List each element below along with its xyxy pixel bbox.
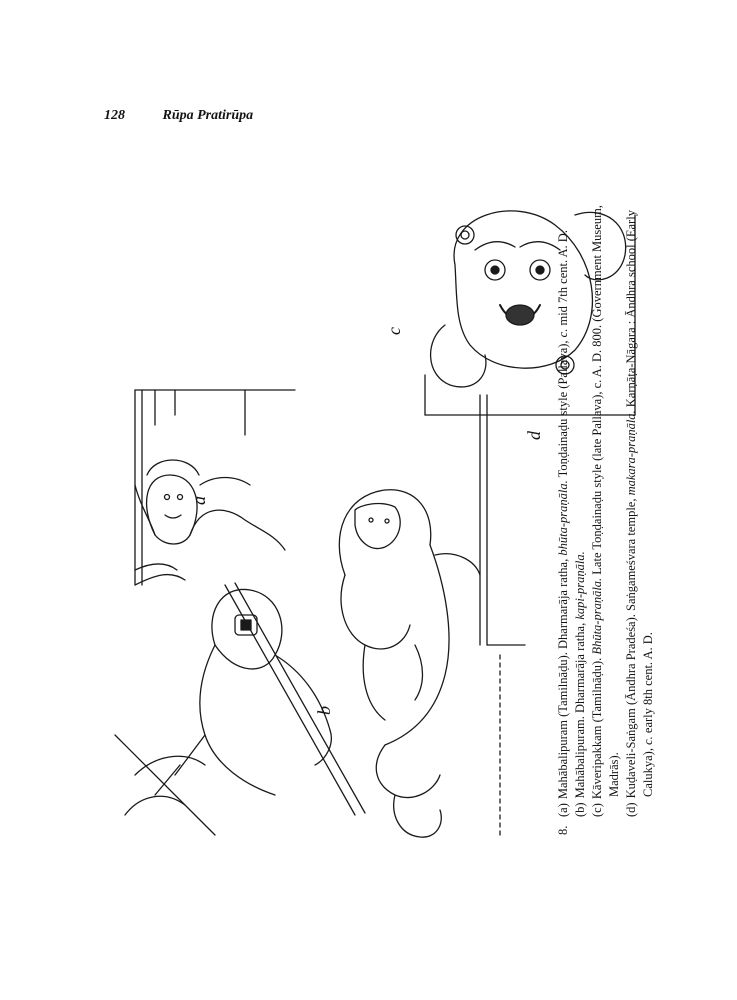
label-a: a — [189, 496, 209, 505]
drawing-d — [339, 395, 525, 837]
label-b: b — [314, 706, 334, 715]
caption-number: 8. — [556, 825, 570, 835]
drawing-a — [135, 390, 295, 585]
running-header — [104, 108, 253, 124]
caption-item-a: (a)Mahābalipuram (Tamilnāḍu). Dharmarāja ratha, bhūta-praṇāla. Toṇḍainaḍu style (Pallava), c. mid 7th cent. A. D. — [556, 230, 570, 817]
label-c: c — [384, 327, 404, 335]
page-number: 128 — [104, 108, 125, 123]
caption-item-b: (b)Mahābalipuram. Dharmarāja ratha, kapi-praṇāla. — [573, 551, 587, 817]
label-d: d — [524, 431, 544, 440]
figure-caption — [555, 205, 657, 835]
caption-item-d: (d)Kuḍaveli-Saṅgam (Āndhra Pradeśa). Saṅgameśvara temple, makara-praṇāla. Karṇāṭa-Nāgara : Āndhra school (Early Calukya), c. early 8th cent. A. D. — [624, 210, 655, 817]
running-title: Rūpa Pratirūpa — [162, 108, 254, 123]
caption-item-c: (c)Kāveripakkam (Tamilnāḍu). Bhūta-praṇāla. Late Toṇḍainaḍu style (late Pallava), c. A. D. 800. (Government Museum, Madrās). — [590, 205, 621, 817]
